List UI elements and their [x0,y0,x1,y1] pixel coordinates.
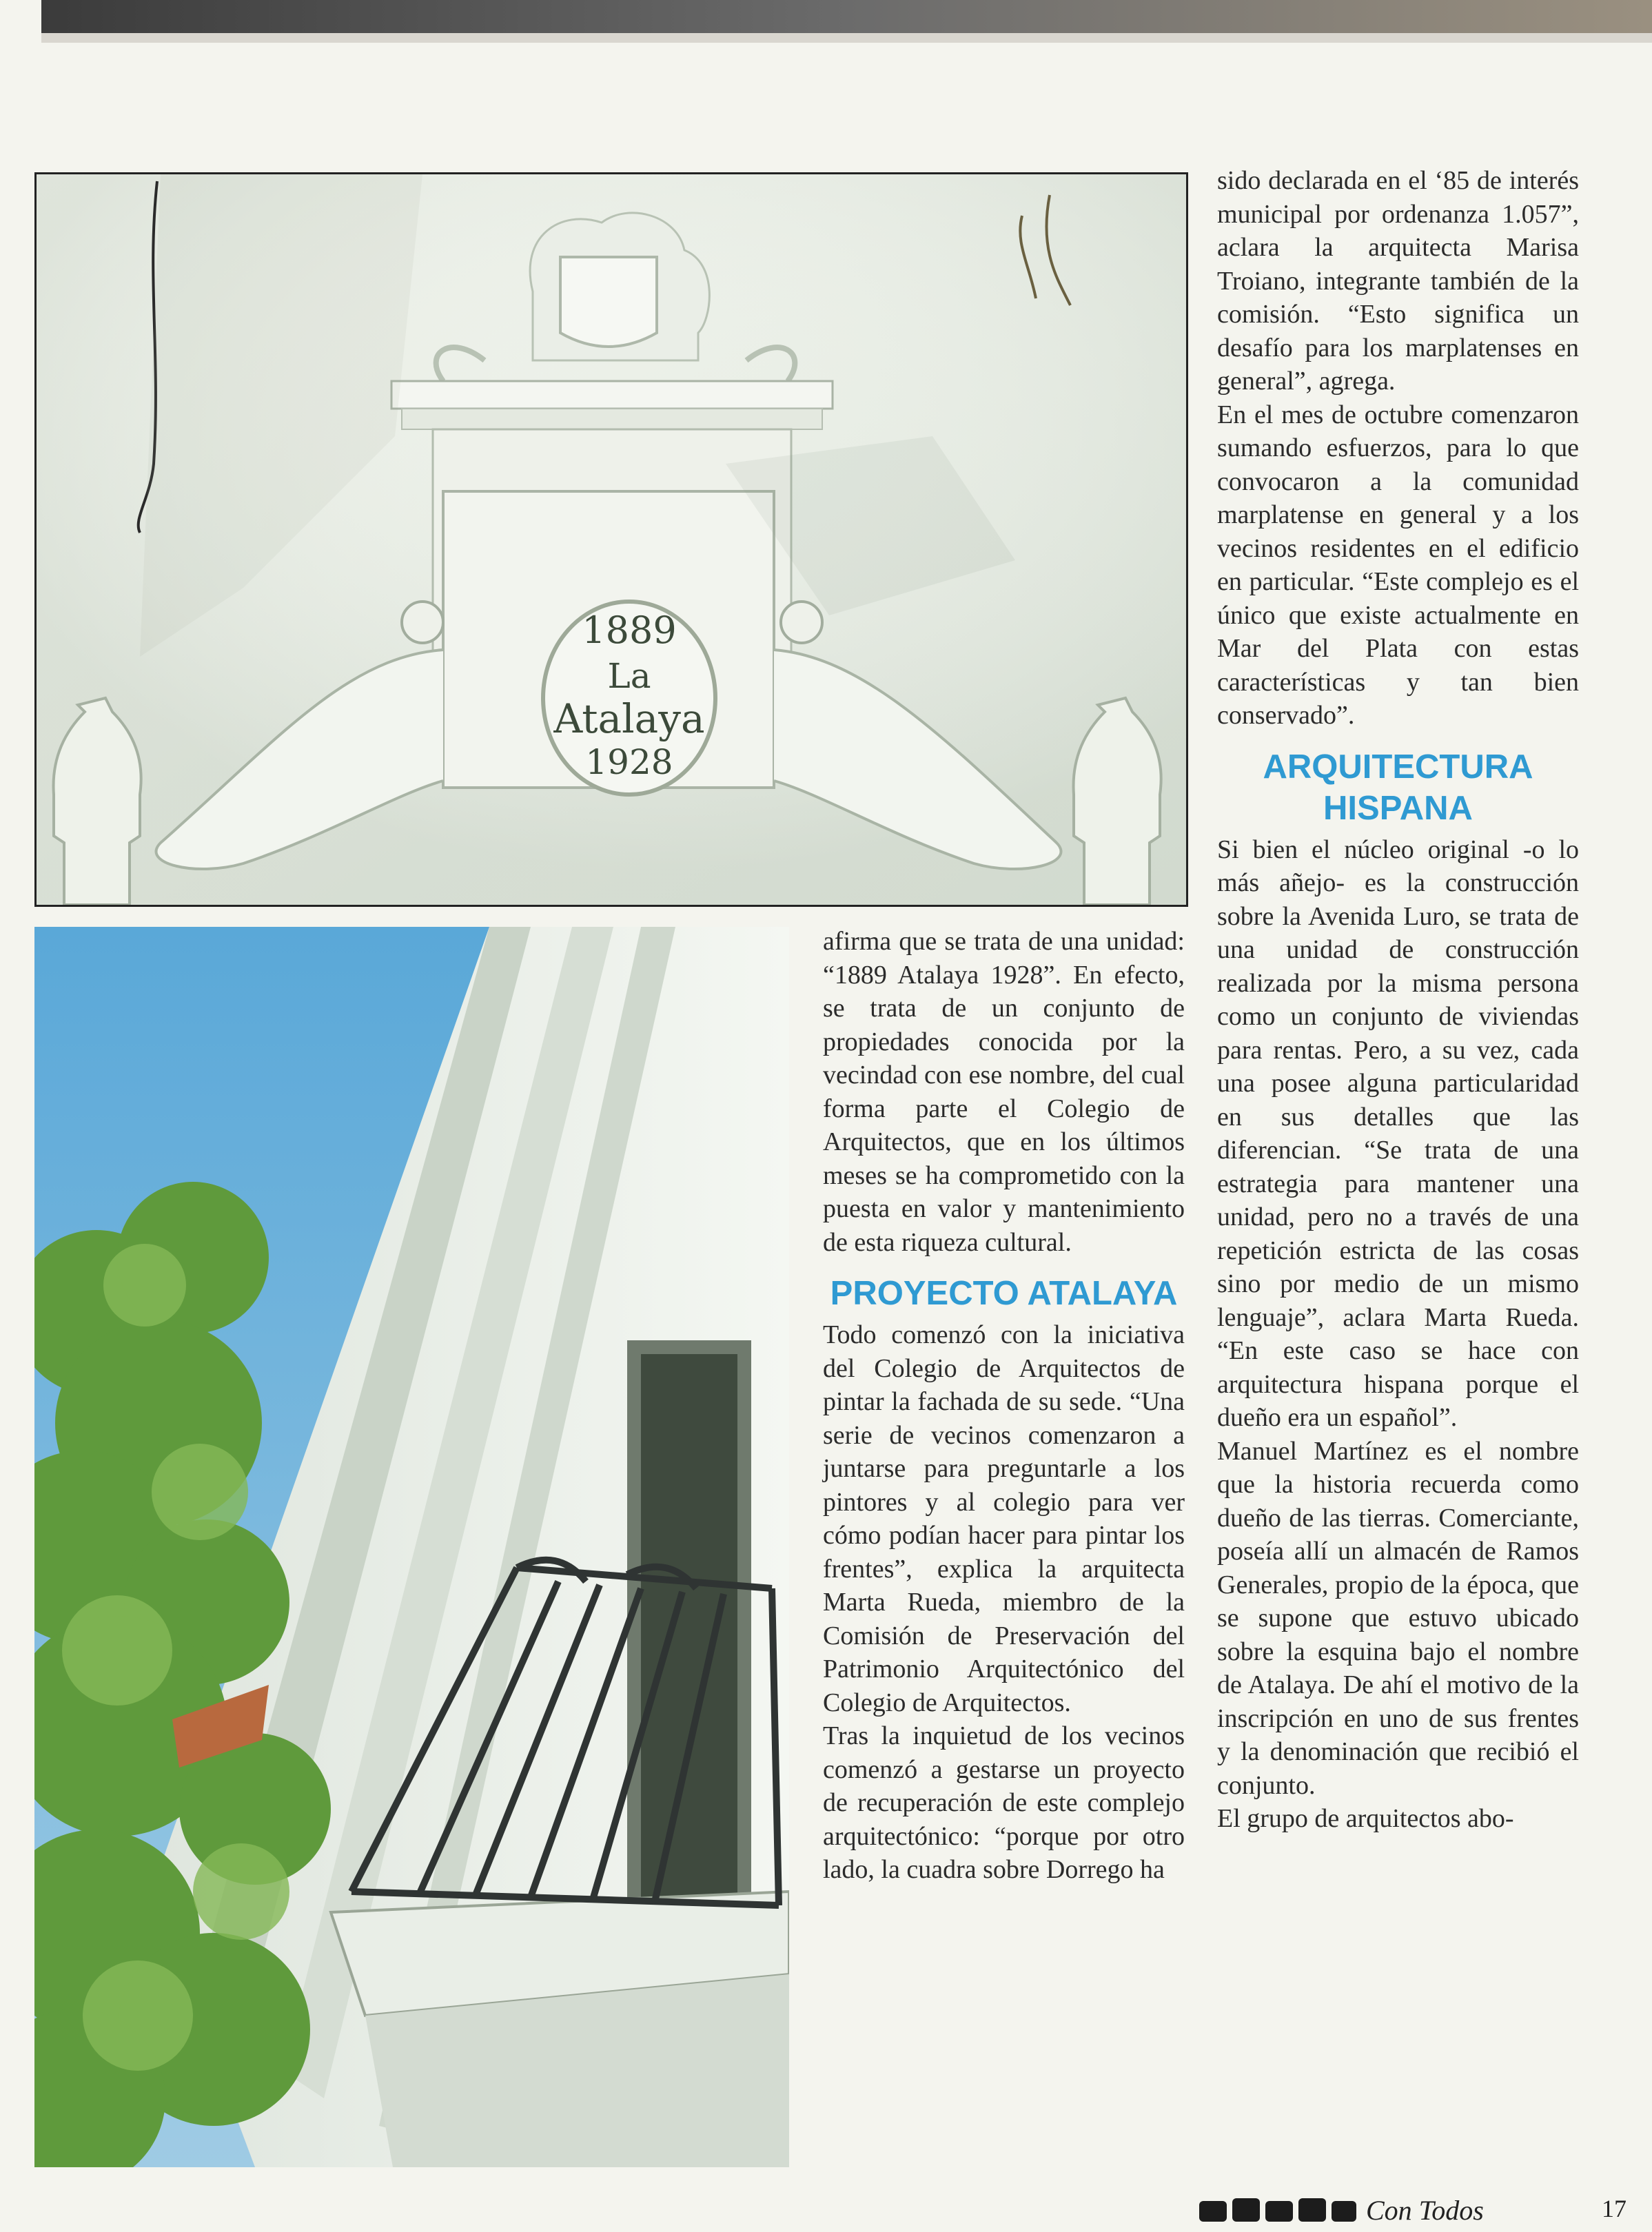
balcony-photo [34,927,789,2167]
middle-text-column [823,925,1185,1887]
section-heading-arquitectura-hispana: ARQUITECTURA HISPANA [1263,748,1533,827]
right-paragraph-3: Si bien el núcleo original -o lo más añejo- es la construcción sobre la Avenida Luro, se trata de una unidad de construcción realizada por la misma persona como un conjunto de viviendas para rentas. Pero, a su vez, cada una posee alguna particularidad en sus detalles que las diferencian. “Se trata de una estrategia para mantener una unidad, pero no a través de una repetición estricta de las cosas sino por medio de un mismo lenguaje”, aclara Marta Rueda. “En este caso se hace con arquitectura hispana porque el dueño era un español”. [1217,835,1579,1432]
balcony-illustration [34,927,789,2167]
right-text-column [1217,164,1579,1836]
facade-pediment-photo [34,172,1188,907]
middle-paragraph-2: Todo comenzó con la iniciativa del Colegio de Arquitectos de pintar la fachada de su sede. “Una serie de vecinos comenzaron a juntarse para preguntarle a los pintores y al colegio para ver cómo podían hacer para pintar los frentes”, explica la arquitecta Marta Rueda, miembro de la Comisión de Preservación del Patrimonio Arquitectónico del Colegio de Arquitectos. [823,1320,1185,1717]
footer-tagline: Con Todos [1366,2195,1484,2226]
magazine-logo [1199,2194,1358,2227]
page-number: 17 [1602,2195,1626,2222]
inscription-year-start: 1889 [582,608,677,652]
right-paragraph-2: En el mes de octubre comenzaron sumando esfuerzos, para lo que convocaron a la comunidad marplatense en general y a los vecinos residentes en el edificio en particular. “Este complejo es el único que existe actualmente en Mar del Plata con estas características y tan bien conservado”. [1217,400,1579,730]
pediment-illustration [37,174,1186,905]
page-top-edge [41,0,1652,43]
right-paragraph-5: El grupo de arquitectos abo- [1217,1804,1514,1833]
inscription-name: Atalaya [553,695,705,742]
inscription-article: La [607,656,651,696]
inscription-year-end: 1928 [585,742,673,782]
right-paragraph-4: Manuel Martínez es el nombre que la historia recuerda como dueño de las tierras. Comerciante, poseía allí un almacén de Ramos Generales, propio de la época, que se supone que estuvo ubicado sobre la esquina bajo el nombre de Atalaya. De ahí el motivo de la inscripción en uno de sus frentes y la denominación que recibió el conjunto. [1217,1436,1579,1800]
page-footer [1185,2191,1626,2232]
middle-paragraph-3: Tras la inquietud de los vecinos comenzó a gestarse un proyecto de recuperación de este complejo arquitectónico: “porque por otro lado, la cuadra sobre Dorrego ha [823,1721,1185,1884]
right-paragraph-1: sido declarada en el ‘85 de interés municipal por ordenanza 1.057”, aclara la arquitecta Marisa Troiano, integrante también de la comisión. “Esto significa un desafío para los marplatenses en general”, agrega. [1217,166,1579,396]
section-heading-proyecto-atalaya: PROYECTO ATALAYA [830,1275,1178,1312]
middle-paragraph-1: afirma que se trata de una unidad: “1889 Atalaya 1928”. En efecto, se trata de un conjunto de propiedades conocida por la vecindad con ese nombre, del cual forma parte el Colegio de Arquitectos, que en los últimos meses se ha comprometido con la puesta en valor y mantenimiento de esta riqueza cultural. [823,927,1185,1257]
